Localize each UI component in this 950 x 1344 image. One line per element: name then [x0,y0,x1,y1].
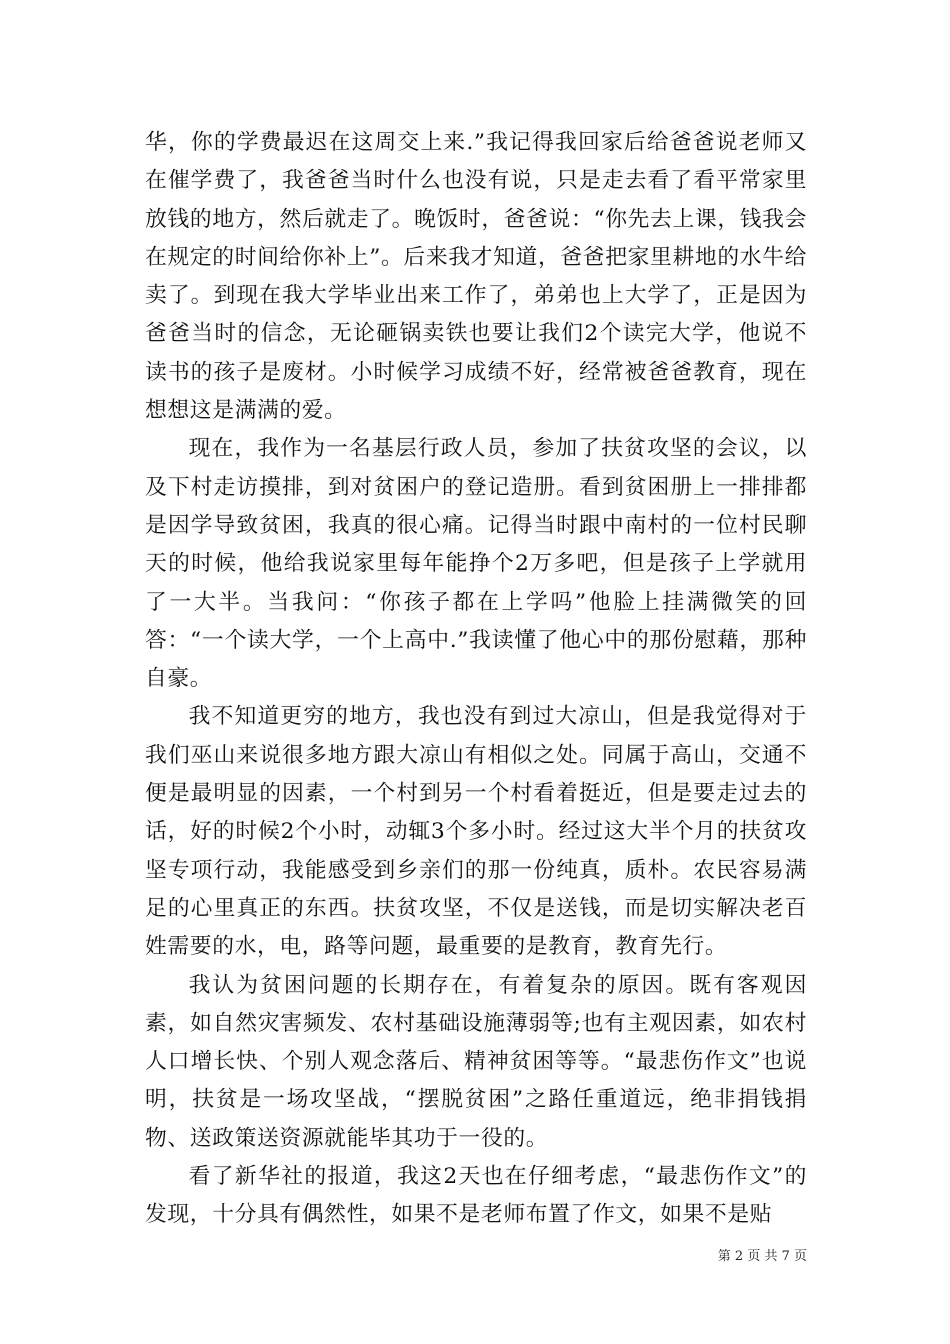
paragraph-2: 现在，我作为一名基层行政人员，参加了扶贫攻坚的会议，以及下村走访摸排，到对贫困户的登记造册。看到贫困册上一排排都是因学导致贫困，我真的很心痛。记得当时跟中南村的一位村民聊天的时候，他给我说家里每年能挣个2万多吧，但是孩子上学就用了一大半。当我问：“你孩子都在上学吗”他脸上挂满微笑的回答：“一个读大学，一个上高中.”我读懂了他心中的那份慰藉，那种自豪。 [145,436,807,692]
paragraph-3: 我不知道更穷的地方，我也没有到过大凉山，但是我觉得对于我们巫山来说很多地方跟大凉山有相似之处。同属于高山，交通不便是最明显的因素，一个村到另一个村看着挺近，但是要走过去的话，好的时候2个小时，动辄3个多小时。经过这大半个月的扶贫攻坚专项行动，我能感受到乡亲们的那一份纯真，质朴。农民容易满足的心里真正的东西。扶贫攻坚，不仅是送钱，而是切实解决老百姓需要的水，电，路等问题，最重要的是教育，教育先行。 [145,704,807,960]
page-footer [0,1245,950,1264]
paragraph-4: 我认为贫困问题的长期存在，有着复杂的原因。既有客观因素，如自然灾害频发、农村基础设施薄弱等;也有主观因素，如农村人口增长快、个别人观念落后、精神贫困等等。“最悲伤作文”也说明，扶贫是一场攻坚战，“摆脱贫困”之路任重道远，绝非捐钱捐物、送政策送资源就能毕其功于一役的。 [145,972,807,1151]
body-text [145,124,807,1235]
paragraph-1: 华，你的学费最迟在这周交上来.”我记得我回家后给爸爸说老师又在催学费了，我爸爸当时什么也没有说，只是走去看了看平常家里放钱的地方，然后就走了。晚饭时，爸爸说：“你先去上课，钱我会在规定的时间给你补上”。后来我才知道，爸爸把家里耕地的水牛给卖了。到现在我大学毕业出来工作了，弟弟也上大学了，正是因为爸爸当时的信念，无论砸锅卖铁也要让我们2个读完大学，他说不读书的孩子是废材。小时候学习成绩不好，经常被爸爸教育，现在想想这是满满的爱。 [145,130,807,424]
paragraph-5: 看了新华社的报道，我这2天也在仔细考虑，“最悲伤作文”的发现，十分具有偶然性，如果不是老师布置了作文，如果不是贴 [145,1164,807,1228]
page-number: 第 2 页 共 7 页 [717,1249,807,1264]
